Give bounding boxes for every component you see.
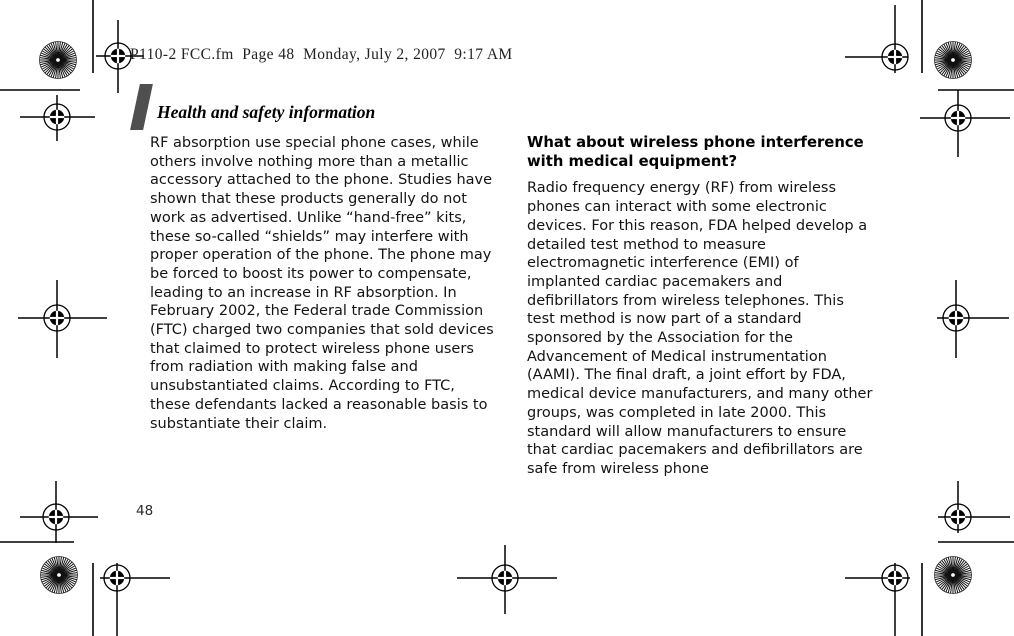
starburst-icon: [41, 557, 78, 594]
right-column-heading: What about wireless phone interference with medical equipment?: [527, 134, 864, 170]
right-column-paragraph: Radio frequency energy (RF) from wireless phones can interact with some electronic devices. For this reason, FDA helped develop a detailed test method to measure electromagnetic interference (EMI) of implanted cardiac pacemakers and defibrillators from wireless telephones. This test method is now part of a standard sponsored by the Association for the Advancement of Medical instrumentation (AAMI). The final draft, a joint effort by FDA, medical device manufacturers, and many other groups, was completed in late 2000. This standard will allow manufacturers to ensure that cardiac pacemakers and defibrillators are safe from wireless phone: [527, 180, 873, 477]
registration-mark-icon: [457, 545, 557, 614]
document-header-line: P110-2 FCC.fm Page 48 Monday, July 2, 2007 9:17 AM: [130, 46, 513, 63]
registration-mark-icon: [937, 280, 1009, 358]
left-column: [150, 134, 496, 433]
left-column-paragraph: RF absorption use special phone cases, while others involve nothing more than a metallic accessory attached to the phone. Studies have shown that these products generally do not work as advertised. Unlike “hand-free” kits, these so-called “shields” may interfere with proper operation of the phone. The phone may be forced to boost its power to compensate, leading to an increase in RF absorption. In February 2002, the Federal trade Commission (FTC) charged two companies that sold devices that claimed to protect wireless phone users from radiation with making false and unsubstantiated claims. According to FTC, these defendants lacked a reasonable basis to substantiate their claim.: [150, 135, 494, 432]
registration-mark-icon: [20, 481, 98, 543]
registration-mark-icon: [845, 5, 908, 73]
registration-mark-icon: [20, 95, 95, 141]
page-number: 48: [136, 503, 154, 519]
registration-mark-icon: [938, 481, 1010, 533]
registration-mark-icon: [845, 563, 910, 636]
starburst-icon: [935, 557, 972, 594]
section-title: Health and safety information: [157, 102, 376, 122]
registration-mark-icon: [100, 563, 170, 636]
starburst-icon: [935, 42, 972, 79]
registration-mark-icon: [18, 280, 107, 358]
starburst-icon: [40, 42, 77, 79]
right-column: [527, 134, 873, 479]
registration-mark-icon: [920, 90, 1010, 157]
